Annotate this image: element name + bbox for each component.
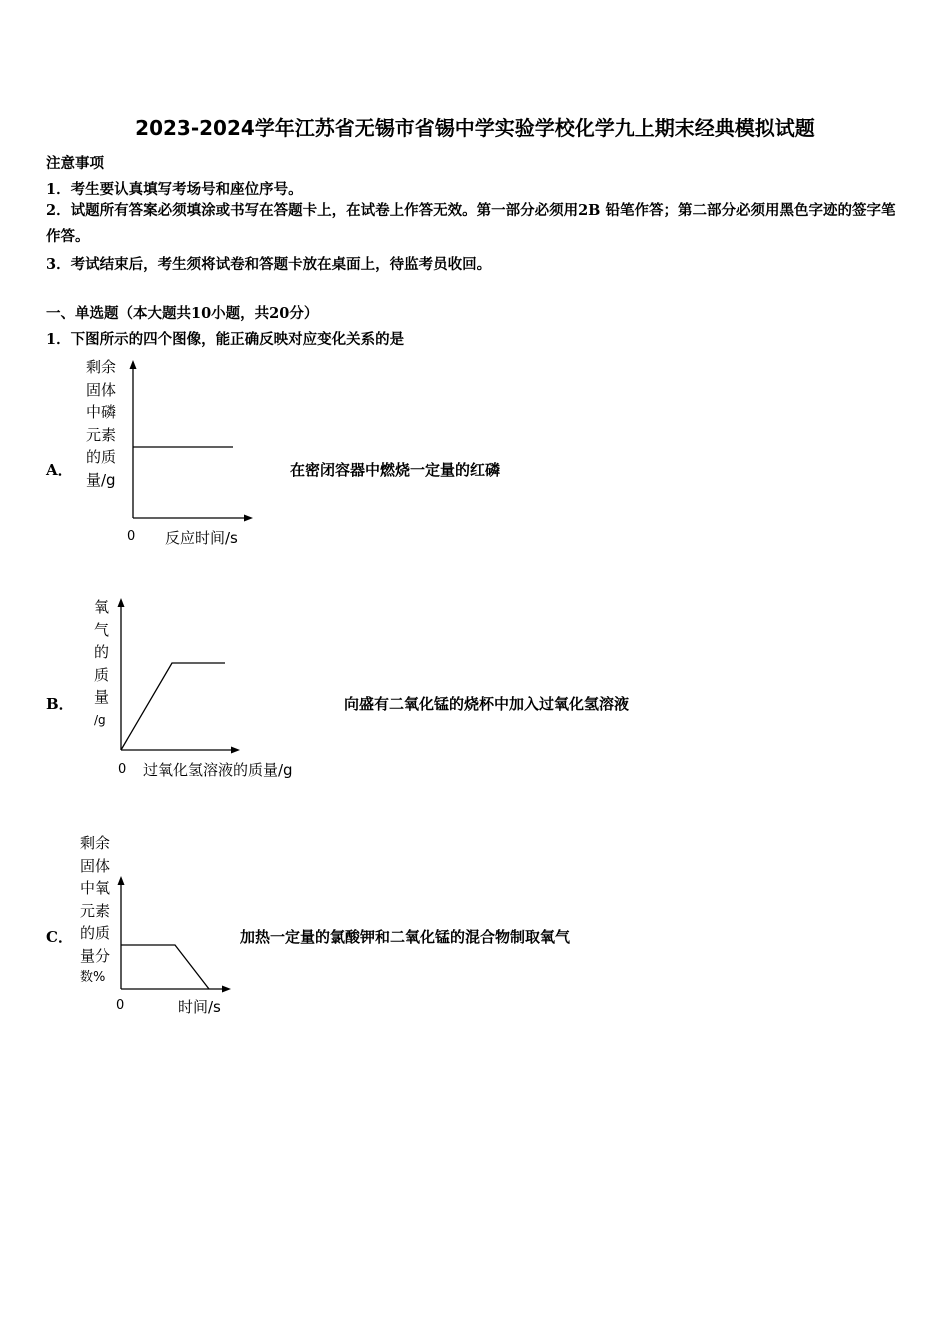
- section-heading: 一、单选题（本大题共10小题，共20分）: [46, 305, 319, 322]
- option-b-ylabel-line: 质: [94, 665, 110, 684]
- option-c-x-arrow: [222, 986, 231, 993]
- option-c-ylabel-line: 剩余: [80, 834, 111, 852]
- option-b-xlabel: 过氧化氢溶液的质量/g: [143, 761, 293, 779]
- option-c-ylabel-line: 元素: [80, 901, 111, 920]
- option-b-ylabel: [94, 596, 116, 731]
- option-a-ylabel-line: 的质: [86, 448, 117, 466]
- option-c-ylabel-line: 中氧: [80, 879, 111, 897]
- option-c-xlabel: 时间/s: [178, 998, 221, 1016]
- option-c-graph: [115, 876, 235, 996]
- option-b-ylabel-line: 的: [94, 643, 110, 661]
- option-c-curve: [121, 945, 209, 989]
- option-c-label: C．: [46, 928, 73, 946]
- notice-heading: 注意事项: [46, 155, 104, 172]
- option-b-ylabel-line: 气: [94, 620, 110, 639]
- option-a-x-arrow: [244, 515, 253, 522]
- option-a-graph: [125, 360, 255, 525]
- option-a-description: 在密闭容器中燃烧一定量的红磷: [290, 461, 501, 479]
- option-a-ylabel-line: 剩余: [86, 358, 117, 376]
- option-a-ylabel-line: 量/g: [86, 470, 116, 489]
- option-c-ylabel-line: 量分: [80, 946, 111, 965]
- option-b-label: B．: [46, 695, 74, 713]
- option-a-y-arrow: [130, 360, 137, 369]
- option-b-x-arrow: [231, 747, 240, 754]
- option-b-ylabel-line: 量: [94, 688, 110, 706]
- option-c-ylabel-line: 数%: [80, 970, 106, 985]
- page-title: 2023-2024学年江苏省无锡市省锡中学实验学校化学九上期末经典模拟试题: [135, 116, 815, 140]
- question-1: 1．下图所示的四个图像，能正确反映对应变化关系的是: [46, 331, 405, 348]
- option-b-description: 向盛有二氧化锰的烧杯中加入过氧化氢溶液: [344, 695, 630, 713]
- option-a-ylabel: [86, 356, 130, 491]
- notice-item-1: 1．考生要认真填写考场号和座位序号。: [46, 181, 303, 198]
- option-c-origin: 0: [116, 998, 125, 1013]
- option-b-origin: 0: [118, 762, 127, 777]
- option-a-origin: 0: [127, 529, 136, 544]
- option-a-ylabel-line: 中磷: [86, 403, 117, 421]
- option-b-ylabel-line: 氧: [94, 598, 110, 616]
- option-a-ylabel-line: 固体: [86, 380, 117, 399]
- option-c-ylabel-line: 的质: [80, 924, 111, 942]
- option-b-y-arrow: [118, 598, 125, 607]
- option-a-xlabel: 反应时间/s: [165, 529, 238, 547]
- option-a-ylabel-line: 元素: [86, 425, 117, 444]
- option-a-label: A．: [46, 461, 73, 479]
- notice-item-3: 3．考试结束后，考生须将试卷和答题卡放在桌面上，待监考员收回。: [46, 256, 492, 273]
- option-b-curve: [121, 663, 225, 750]
- option-b-ylabel-line: /g: [94, 712, 106, 727]
- option-c-y-arrow: [118, 876, 125, 885]
- option-c-ylabel-line: 固体: [80, 856, 111, 875]
- option-c-description: 加热一定量的氯酸钾和二氧化锰的混合物制取氧气: [240, 928, 571, 946]
- option-b-graph: [114, 598, 246, 758]
- notice-item-2: 2．试题所有答案必须填涂或书写在答题卡上，在试卷上作答无效。第一部分必须用2B 铅笔作答；第二部分必须用黑色字迹的签字笔作答。: [46, 202, 896, 245]
